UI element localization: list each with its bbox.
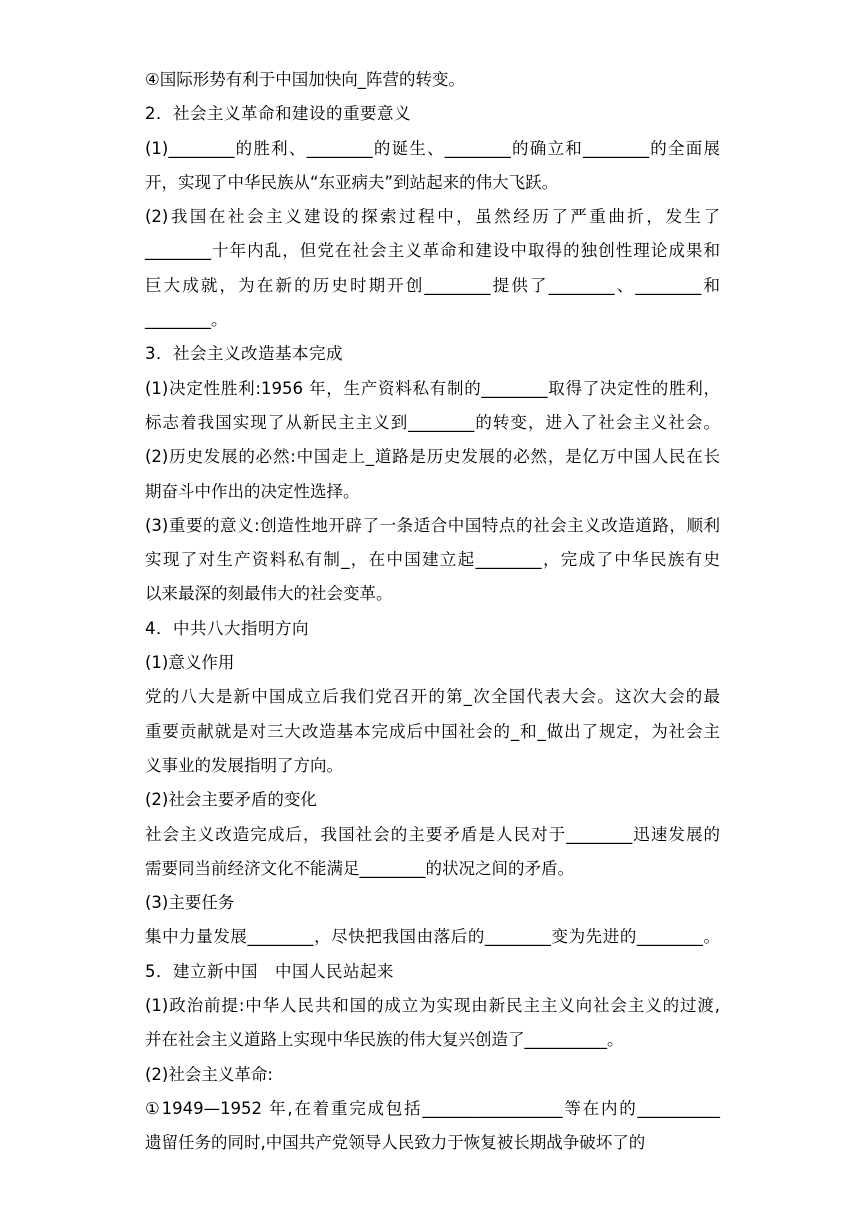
text-line: 集中力量发展________，尽快把我国由落后的________变为先进的________。 [145, 927, 720, 947]
text-line: (1)决定性胜利:1956 年，生产资料私有制的________取得了决定性的胜利， [145, 378, 720, 398]
text-line: 标志着我国实现了从新民主主义到________的转变，进入了社会主义社会。 [145, 412, 720, 432]
text-line: 开，实现了中华民族从“东亚病夫”到站起来的伟大飞跃。 [145, 172, 559, 192]
text-line: (3)重要的意义:创造性地开辟了一条适合中国特点的社会主义改造道路，顺利 [145, 515, 720, 535]
section-heading: 3．社会主义改造基本完成 [145, 344, 343, 364]
text-line: (2)我国在社会主义建设的探索过程中，虽然经历了严重曲折，发生了 [145, 207, 720, 227]
text-line: 期奋斗中作出的决定性选择。 [145, 481, 360, 501]
text-line: (1)________的胜利、________的诞生、________的确立和________的全面展 [145, 138, 720, 158]
text-line: 并在社会主义道路上实现中华民族的伟大复兴创造了__________。 [145, 1030, 624, 1050]
text-line: 遗留任务的同时,中国共产党领导人民致力于恢复被长期战争破坏了的 [145, 1133, 646, 1153]
section-heading: 5．建立新中国 中国人民站起来 [145, 961, 394, 981]
text-line: 以来最深的刻最伟大的社会变革。 [145, 584, 393, 604]
text-line: 实现了对生产资料私有制_，在中国建立起________，完成了中华民族有史 [145, 550, 720, 570]
text-line: (2)社会主要矛盾的变化 [145, 790, 317, 810]
text-line: ④国际形势有利于中国加快向_阵营的转变。 [145, 70, 466, 89]
text-line: 义事业的发展指明了方向。 [145, 755, 343, 775]
text-line: (3)主要任务 [145, 893, 235, 913]
text-line: 需要同当前经济文化不能满足________的状况之间的矛盾。 [145, 858, 574, 878]
section-heading: 4．中共八大指明方向 [145, 618, 309, 638]
text-line: 社会主义改造完成后，我国社会的主要矛盾是人民对于________迅速发展的 [145, 824, 720, 844]
text-line: ________十年内乱，但党在社会主义革命和建设中取得的独创性理论成果和 [145, 241, 720, 261]
text-line: (1)意义作用 [145, 653, 235, 673]
text-line: (2)社会主义革命: [145, 1064, 273, 1084]
text-line: 巨大成就，为在新的历史时期开创________提供了________、________和 [145, 275, 720, 295]
text-line: 重要贡献就是对三大改造基本完成后中国社会的_和_做出了规定，为社会主 [145, 721, 720, 741]
section-heading: 2．社会主义革命和建设的重要意义 [145, 104, 411, 124]
text-line: (1)政治前提:中华人民共和国的成立为实现由新民主主义向社会主义的过渡, [145, 996, 720, 1016]
document-page [145, 63, 720, 1161]
text-line: ________。 [145, 310, 228, 330]
text-line: 党的八大是新中国成立后我们党召开的第_次全国代表大会。这次大会的最 [145, 687, 720, 707]
text-line: ①1949—1952 年,在着重完成包括_________________等在内的__________ [145, 1098, 720, 1118]
text-line: (2)历史发展的必然:中国走上_道路是历史发展的必然，是亿万中国人民在长 [145, 447, 720, 467]
